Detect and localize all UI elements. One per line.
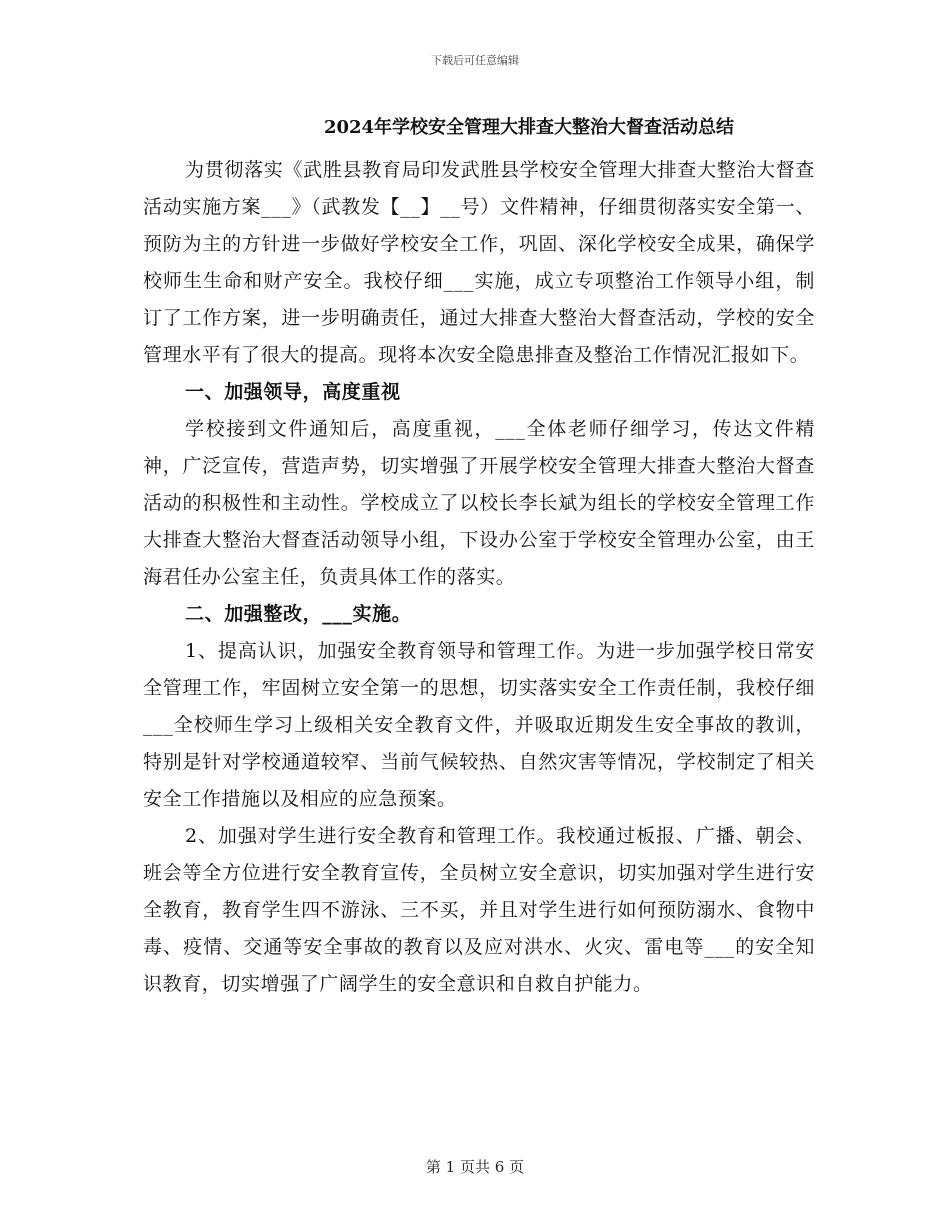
document-body — [143, 116, 815, 1003]
section-2-heading: 二、加强整改，___实施。 — [185, 603, 412, 625]
page-number: 第 1 页共 6 页 — [425, 1158, 525, 1176]
section-2-item-2: 2、加强对学生进行安全教育和管理工作。我校通过板报、广播、朝会、班会等全方位进行安全教育宣传，全员树立安全意识，切实加强对学生进行安全教育，教育学生四不游泳、三不买，并且对学生进行如何预防溺水、食物中毒、疫情、交通等安全事故的教育以及应对洪水、火灾、雷电等___的安全知识教育，切实增强了广阔学生的安全意识和自救自护能力。 — [143, 825, 815, 995]
section-1-paragraph: 学校接到文件通知后，高度重视，___全体老师仔细学习，传达文件精神，广泛宣传，营造声势，切实增强了开展学校安全管理大排查大整治大督查活动的积极性和主动性。学校成立了以校长李长斌为组长的学校安全管理工作大排查大整治大督查活动领导小组，下设办公室于学校安全管理办公室，由王海君任办公室主任，负责具体工作的落实。 — [143, 418, 815, 588]
intro-paragraph: 为贯彻落实《武胜县教育局印发武胜县学校安全管理大排查大整治大督查活动实施方案___》（武教发【__】__号）文件精神，仔细贯彻落实安全第一、预防为主的方针进一步做好学校安全工作，巩固、深化学校安全成果，确保学校师生生命和财产安全。我校仔细___实施，成立专项整治工作领导小组，制订了工作方案，进一步明确责任，通过大排查大整治大督查活动，学校的安全管理水平有了很大的提高。现将本次安全隐患排查及整治工作情况汇报如下。 — [143, 159, 815, 366]
section-2-item-1: 1、提高认识，加强安全教育领导和管理工作。为进一步加强学校日常安全管理工作，牢固树立安全第一的思想，切实落实安全工作责任制，我校仔细___全校师生学习上级相关安全教育文件，并吸取近期发生安全事故的教训，特别是针对学校通道较窄、当前气候较热、自然灾害等情况，学校制定了相关安全工作措施以及相应的应急预案。 — [143, 640, 815, 810]
document-title: 2024年学校安全管理大排查大整治大督查活动总结 — [323, 117, 735, 138]
page-header-note: 下载后可任意编辑 — [431, 54, 519, 67]
section-1-heading: 一、加强领导，高度重视 — [185, 381, 401, 403]
